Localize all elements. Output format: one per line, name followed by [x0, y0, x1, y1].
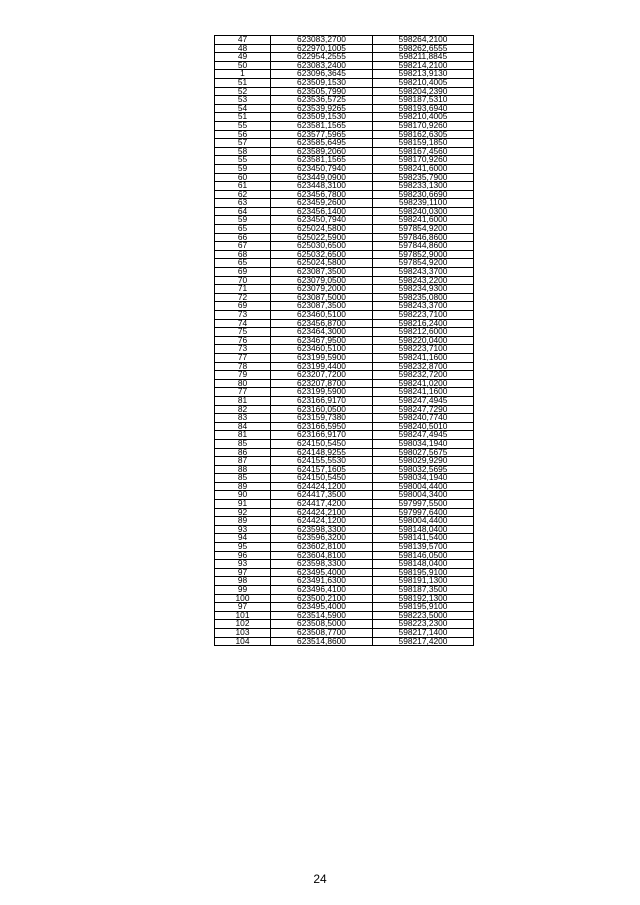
x-coordinate-cell: 623539,9265	[271, 104, 373, 113]
point-number-cell: 83	[215, 414, 271, 423]
point-number-cell: 55	[215, 156, 271, 165]
point-number-cell: 77	[215, 388, 271, 397]
x-coordinate-cell: 623505,7990	[271, 87, 373, 96]
point-number-cell: 96	[215, 551, 271, 560]
y-coordinate-cell: 598243,2200	[373, 276, 474, 285]
table-row	[215, 328, 474, 337]
table-row	[215, 628, 474, 637]
x-coordinate-cell: 623450,7940	[271, 164, 373, 173]
point-number-cell: 55	[215, 121, 271, 130]
table-row	[215, 345, 474, 354]
x-coordinate-cell: 623589,2060	[271, 147, 373, 156]
x-coordinate-cell: 623079,2000	[271, 285, 373, 294]
y-coordinate-cell: 598241,6000	[373, 164, 474, 173]
table-row	[215, 474, 474, 483]
table-row	[215, 190, 474, 199]
table-row	[215, 242, 474, 251]
point-number-cell: 77	[215, 353, 271, 362]
y-coordinate-cell: 598241,1600	[373, 353, 474, 362]
x-coordinate-cell: 624150,5450	[271, 474, 373, 483]
y-coordinate-cell: 597854,9200	[373, 259, 474, 268]
point-number-cell: 88	[215, 465, 271, 474]
point-number-cell: 93	[215, 560, 271, 569]
x-coordinate-cell: 624148,9255	[271, 448, 373, 457]
y-coordinate-cell: 598192,1300	[373, 594, 474, 603]
y-coordinate-cell: 598223,2300	[373, 620, 474, 629]
x-coordinate-cell: 623166,9170	[271, 396, 373, 405]
table-row	[215, 543, 474, 552]
table-row	[215, 276, 474, 285]
table-row	[215, 319, 474, 328]
point-number-cell: 62	[215, 190, 271, 199]
y-coordinate-cell: 598240,0300	[373, 207, 474, 216]
point-number-cell: 93	[215, 525, 271, 534]
y-coordinate-cell: 598004,3400	[373, 491, 474, 500]
y-coordinate-cell: 598223,7100	[373, 345, 474, 354]
y-coordinate-cell: 598004,4400	[373, 517, 474, 526]
y-coordinate-cell: 598195,9100	[373, 603, 474, 612]
table-row	[215, 156, 474, 165]
y-coordinate-cell: 598247,4945	[373, 396, 474, 405]
x-coordinate-cell: 625030,6500	[271, 242, 373, 251]
table-row	[215, 448, 474, 457]
table-row	[215, 121, 474, 130]
x-coordinate-cell: 623079,0500	[271, 276, 373, 285]
point-number-cell: 52	[215, 87, 271, 96]
y-coordinate-cell: 598034,1940	[373, 474, 474, 483]
point-number-cell: 90	[215, 491, 271, 500]
table-row	[215, 268, 474, 277]
point-number-cell: 98	[215, 577, 271, 586]
table-row	[215, 422, 474, 431]
point-number-cell: 82	[215, 405, 271, 414]
x-coordinate-cell: 623456,8700	[271, 319, 373, 328]
point-number-cell: 81	[215, 431, 271, 440]
x-coordinate-cell: 623496,4100	[271, 586, 373, 595]
point-number-cell: 66	[215, 233, 271, 242]
point-number-cell: 51	[215, 113, 271, 122]
point-number-cell: 63	[215, 199, 271, 208]
y-coordinate-cell: 598146,0500	[373, 551, 474, 560]
point-number-cell: 89	[215, 482, 271, 491]
x-coordinate-cell: 623598,3300	[271, 525, 373, 534]
table-row	[215, 336, 474, 345]
y-coordinate-cell: 598141,5400	[373, 534, 474, 543]
table-row	[215, 44, 474, 53]
table-row	[215, 637, 474, 646]
x-coordinate-cell: 623509,1530	[271, 113, 373, 122]
y-coordinate-cell: 598213,9130	[373, 70, 474, 79]
y-coordinate-cell: 598027,5675	[373, 448, 474, 457]
y-coordinate-cell: 598235,7900	[373, 173, 474, 182]
table-row	[215, 362, 474, 371]
y-coordinate-cell: 598230,6690	[373, 190, 474, 199]
table-row	[215, 53, 474, 62]
x-coordinate-cell: 623460,5100	[271, 311, 373, 320]
x-coordinate-cell: 623464,3000	[271, 328, 373, 337]
y-coordinate-cell: 598162,6305	[373, 130, 474, 139]
table-row	[215, 611, 474, 620]
x-coordinate-cell: 624424,1200	[271, 517, 373, 526]
x-coordinate-cell: 625032,6500	[271, 250, 373, 259]
table-row	[215, 293, 474, 302]
point-number-cell: 102	[215, 620, 271, 629]
y-coordinate-cell: 598217,1400	[373, 628, 474, 637]
y-coordinate-cell: 598243,3700	[373, 302, 474, 311]
point-number-cell: 91	[215, 500, 271, 509]
point-number-cell: 1	[215, 70, 271, 79]
table-row	[215, 465, 474, 474]
x-coordinate-cell: 622970,1005	[271, 44, 373, 53]
x-coordinate-cell: 623207,8700	[271, 379, 373, 388]
table-row	[215, 130, 474, 139]
y-coordinate-cell: 597997,5500	[373, 500, 474, 509]
x-coordinate-cell: 623096,3645	[271, 70, 373, 79]
x-coordinate-cell: 623585,6495	[271, 139, 373, 148]
point-number-cell: 49	[215, 53, 271, 62]
y-coordinate-cell: 597846,8600	[373, 233, 474, 242]
table-row	[215, 603, 474, 612]
table-row	[215, 250, 474, 259]
table-row	[215, 96, 474, 105]
table-row	[215, 78, 474, 87]
point-number-cell: 76	[215, 336, 271, 345]
y-coordinate-cell: 598233,1300	[373, 182, 474, 191]
point-number-cell: 64	[215, 207, 271, 216]
x-coordinate-cell: 623508,7700	[271, 628, 373, 637]
x-coordinate-cell: 623199,4400	[271, 362, 373, 371]
y-coordinate-cell: 598247,7290	[373, 405, 474, 414]
x-coordinate-cell: 623199,5900	[271, 353, 373, 362]
y-coordinate-cell: 598223,5000	[373, 611, 474, 620]
table-row	[215, 139, 474, 148]
x-coordinate-cell: 623166,9170	[271, 431, 373, 440]
x-coordinate-cell: 623450,7940	[271, 216, 373, 225]
point-number-cell: 59	[215, 164, 271, 173]
y-coordinate-cell: 598264,2100	[373, 36, 474, 45]
y-coordinate-cell: 598170,9260	[373, 121, 474, 130]
point-number-cell: 61	[215, 182, 271, 191]
x-coordinate-cell: 623514,8600	[271, 637, 373, 646]
point-number-cell: 100	[215, 594, 271, 603]
x-coordinate-cell: 622954,2555	[271, 53, 373, 62]
y-coordinate-cell: 598204,2390	[373, 87, 474, 96]
point-number-cell: 85	[215, 474, 271, 483]
coordinates-table-body	[215, 36, 474, 646]
y-coordinate-cell: 598148,0400	[373, 560, 474, 569]
point-number-cell: 85	[215, 439, 271, 448]
x-coordinate-cell: 623577,5965	[271, 130, 373, 139]
table-row	[215, 207, 474, 216]
x-coordinate-cell: 623456,1400	[271, 207, 373, 216]
page-number: 24	[313, 872, 327, 886]
table-row	[215, 388, 474, 397]
table-row	[215, 353, 474, 362]
point-number-cell: 69	[215, 302, 271, 311]
point-number-cell: 94	[215, 534, 271, 543]
point-number-cell: 84	[215, 422, 271, 431]
point-number-cell: 80	[215, 379, 271, 388]
x-coordinate-cell: 623495,4000	[271, 568, 373, 577]
y-coordinate-cell: 598210,4005	[373, 113, 474, 122]
point-number-cell: 67	[215, 242, 271, 251]
y-coordinate-cell: 598220,0400	[373, 336, 474, 345]
y-coordinate-cell: 598217,4200	[373, 637, 474, 646]
table-row	[215, 431, 474, 440]
point-number-cell: 86	[215, 448, 271, 457]
x-coordinate-cell: 623087,3500	[271, 302, 373, 311]
table-row	[215, 439, 474, 448]
table-row	[215, 594, 474, 603]
x-coordinate-cell: 623207,7200	[271, 371, 373, 380]
x-coordinate-cell: 623581,1565	[271, 121, 373, 130]
y-coordinate-cell: 598216,2400	[373, 319, 474, 328]
point-number-cell: 68	[215, 250, 271, 259]
table-row	[215, 70, 474, 79]
table-row	[215, 285, 474, 294]
y-coordinate-cell: 598187,3500	[373, 586, 474, 595]
y-coordinate-cell: 598235,0800	[373, 293, 474, 302]
x-coordinate-cell: 624157,1605	[271, 465, 373, 474]
x-coordinate-cell: 624150,5450	[271, 439, 373, 448]
table-row	[215, 500, 474, 509]
point-number-cell: 97	[215, 603, 271, 612]
table-row	[215, 586, 474, 595]
point-number-cell: 50	[215, 61, 271, 70]
table-row	[215, 517, 474, 526]
y-coordinate-cell: 598191,1300	[373, 577, 474, 586]
x-coordinate-cell: 625024,5800	[271, 259, 373, 268]
table-row	[215, 225, 474, 234]
coordinates-table	[214, 35, 474, 646]
point-number-cell: 71	[215, 285, 271, 294]
x-coordinate-cell: 623581,1565	[271, 156, 373, 165]
point-number-cell: 75	[215, 328, 271, 337]
point-number-cell: 92	[215, 508, 271, 517]
table-row	[215, 525, 474, 534]
x-coordinate-cell: 623199,5900	[271, 388, 373, 397]
x-coordinate-cell: 624417,3500	[271, 491, 373, 500]
point-number-cell: 57	[215, 139, 271, 148]
point-number-cell: 47	[215, 36, 271, 45]
y-coordinate-cell: 598004,4400	[373, 482, 474, 491]
y-coordinate-cell: 598210,4005	[373, 78, 474, 87]
y-coordinate-cell: 598247,4945	[373, 431, 474, 440]
point-number-cell: 78	[215, 362, 271, 371]
point-number-cell: 65	[215, 225, 271, 234]
y-coordinate-cell: 598214,2100	[373, 61, 474, 70]
x-coordinate-cell: 623460,5100	[271, 345, 373, 354]
y-coordinate-cell: 598239,1100	[373, 199, 474, 208]
table-row	[215, 457, 474, 466]
y-coordinate-cell: 598241,6000	[373, 216, 474, 225]
y-coordinate-cell: 598240,5010	[373, 422, 474, 431]
y-coordinate-cell: 598148,0400	[373, 525, 474, 534]
x-coordinate-cell: 624424,2100	[271, 508, 373, 517]
x-coordinate-cell: 624417,4200	[271, 500, 373, 509]
point-number-cell: 48	[215, 44, 271, 53]
table-row	[215, 371, 474, 380]
x-coordinate-cell: 624155,5530	[271, 457, 373, 466]
y-coordinate-cell: 598193,6940	[373, 104, 474, 113]
x-coordinate-cell: 623500,2100	[271, 594, 373, 603]
x-coordinate-cell: 623166,5950	[271, 422, 373, 431]
y-coordinate-cell: 598211,8845	[373, 53, 474, 62]
point-number-cell: 54	[215, 104, 271, 113]
x-coordinate-cell: 623508,5000	[271, 620, 373, 629]
x-coordinate-cell: 623160,0500	[271, 405, 373, 414]
table-row	[215, 534, 474, 543]
x-coordinate-cell: 623514,5900	[271, 611, 373, 620]
table-row	[215, 568, 474, 577]
table-row	[215, 199, 474, 208]
x-coordinate-cell: 623509,1530	[271, 78, 373, 87]
x-coordinate-cell: 623449,0900	[271, 173, 373, 182]
table-row	[215, 36, 474, 45]
point-number-cell: 74	[215, 319, 271, 328]
table-row	[215, 104, 474, 113]
table-row	[215, 311, 474, 320]
y-coordinate-cell: 598232,8700	[373, 362, 474, 371]
y-coordinate-cell: 598167,4560	[373, 147, 474, 156]
point-number-cell: 70	[215, 276, 271, 285]
point-number-cell: 69	[215, 268, 271, 277]
table-row	[215, 233, 474, 242]
table-row	[215, 61, 474, 70]
table-row	[215, 302, 474, 311]
y-coordinate-cell: 598212,6000	[373, 328, 474, 337]
y-coordinate-cell: 598241,1600	[373, 388, 474, 397]
table-row	[215, 508, 474, 517]
table-row	[215, 396, 474, 405]
point-number-cell: 104	[215, 637, 271, 646]
point-number-cell: 73	[215, 311, 271, 320]
x-coordinate-cell: 623087,3500	[271, 268, 373, 277]
x-coordinate-cell: 625022,5900	[271, 233, 373, 242]
table-row	[215, 164, 474, 173]
point-number-cell: 73	[215, 345, 271, 354]
point-number-cell: 56	[215, 130, 271, 139]
y-coordinate-cell: 598241,0200	[373, 379, 474, 388]
point-number-cell: 101	[215, 611, 271, 620]
point-number-cell: 58	[215, 147, 271, 156]
y-coordinate-cell: 597997,6400	[373, 508, 474, 517]
x-coordinate-cell: 623491,6300	[271, 577, 373, 586]
table-row	[215, 482, 474, 491]
point-number-cell: 53	[215, 96, 271, 105]
y-coordinate-cell: 598234,9300	[373, 285, 474, 294]
x-coordinate-cell: 623456,7800	[271, 190, 373, 199]
table-row	[215, 173, 474, 182]
y-coordinate-cell: 598170,9260	[373, 156, 474, 165]
x-coordinate-cell: 623087,5000	[271, 293, 373, 302]
table-row	[215, 414, 474, 423]
point-number-cell: 95	[215, 543, 271, 552]
y-coordinate-cell: 598159,1850	[373, 139, 474, 148]
point-number-cell: 99	[215, 586, 271, 595]
x-coordinate-cell: 623536,5725	[271, 96, 373, 105]
point-number-cell: 81	[215, 396, 271, 405]
y-coordinate-cell: 597844,8600	[373, 242, 474, 251]
y-coordinate-cell: 598034,1940	[373, 439, 474, 448]
x-coordinate-cell: 623467,9500	[271, 336, 373, 345]
x-coordinate-cell: 623459,2600	[271, 199, 373, 208]
point-number-cell: 51	[215, 78, 271, 87]
y-coordinate-cell: 598029,9290	[373, 457, 474, 466]
table-row	[215, 551, 474, 560]
x-coordinate-cell: 623596,3200	[271, 534, 373, 543]
table-row	[215, 147, 474, 156]
y-coordinate-cell: 598243,3700	[373, 268, 474, 277]
table-row	[215, 491, 474, 500]
point-number-cell: 59	[215, 216, 271, 225]
x-coordinate-cell: 623602,8100	[271, 543, 373, 552]
table-row	[215, 577, 474, 586]
y-coordinate-cell: 598262,6555	[373, 44, 474, 53]
point-number-cell: 89	[215, 517, 271, 526]
table-row	[215, 259, 474, 268]
x-coordinate-cell: 624424,1200	[271, 482, 373, 491]
x-coordinate-cell: 623083,2400	[271, 61, 373, 70]
table-row	[215, 379, 474, 388]
x-coordinate-cell: 623083,2700	[271, 36, 373, 45]
table-row	[215, 405, 474, 414]
point-number-cell: 79	[215, 371, 271, 380]
y-coordinate-cell: 598223,7100	[373, 311, 474, 320]
x-coordinate-cell: 625024,5800	[271, 225, 373, 234]
table-row	[215, 182, 474, 191]
y-coordinate-cell: 598195,9100	[373, 568, 474, 577]
x-coordinate-cell: 623159,7380	[271, 414, 373, 423]
table-row	[215, 87, 474, 96]
x-coordinate-cell: 623598,3300	[271, 560, 373, 569]
y-coordinate-cell: 598232,7200	[373, 371, 474, 380]
table-row	[215, 113, 474, 122]
y-coordinate-cell: 597854,9200	[373, 225, 474, 234]
point-number-cell: 72	[215, 293, 271, 302]
x-coordinate-cell: 623604,8100	[271, 551, 373, 560]
y-coordinate-cell: 598240,7740	[373, 414, 474, 423]
point-number-cell: 65	[215, 259, 271, 268]
y-coordinate-cell: 598032,5695	[373, 465, 474, 474]
y-coordinate-cell: 598187,5310	[373, 96, 474, 105]
point-number-cell: 103	[215, 628, 271, 637]
x-coordinate-cell: 623448,3100	[271, 182, 373, 191]
point-number-cell: 87	[215, 457, 271, 466]
table-row	[215, 620, 474, 629]
table-row	[215, 560, 474, 569]
x-coordinate-cell: 623495,4000	[271, 603, 373, 612]
y-coordinate-cell: 598139,5700	[373, 543, 474, 552]
point-number-cell: 97	[215, 568, 271, 577]
table-row	[215, 216, 474, 225]
y-coordinate-cell: 597852,9000	[373, 250, 474, 259]
point-number-cell: 60	[215, 173, 271, 182]
